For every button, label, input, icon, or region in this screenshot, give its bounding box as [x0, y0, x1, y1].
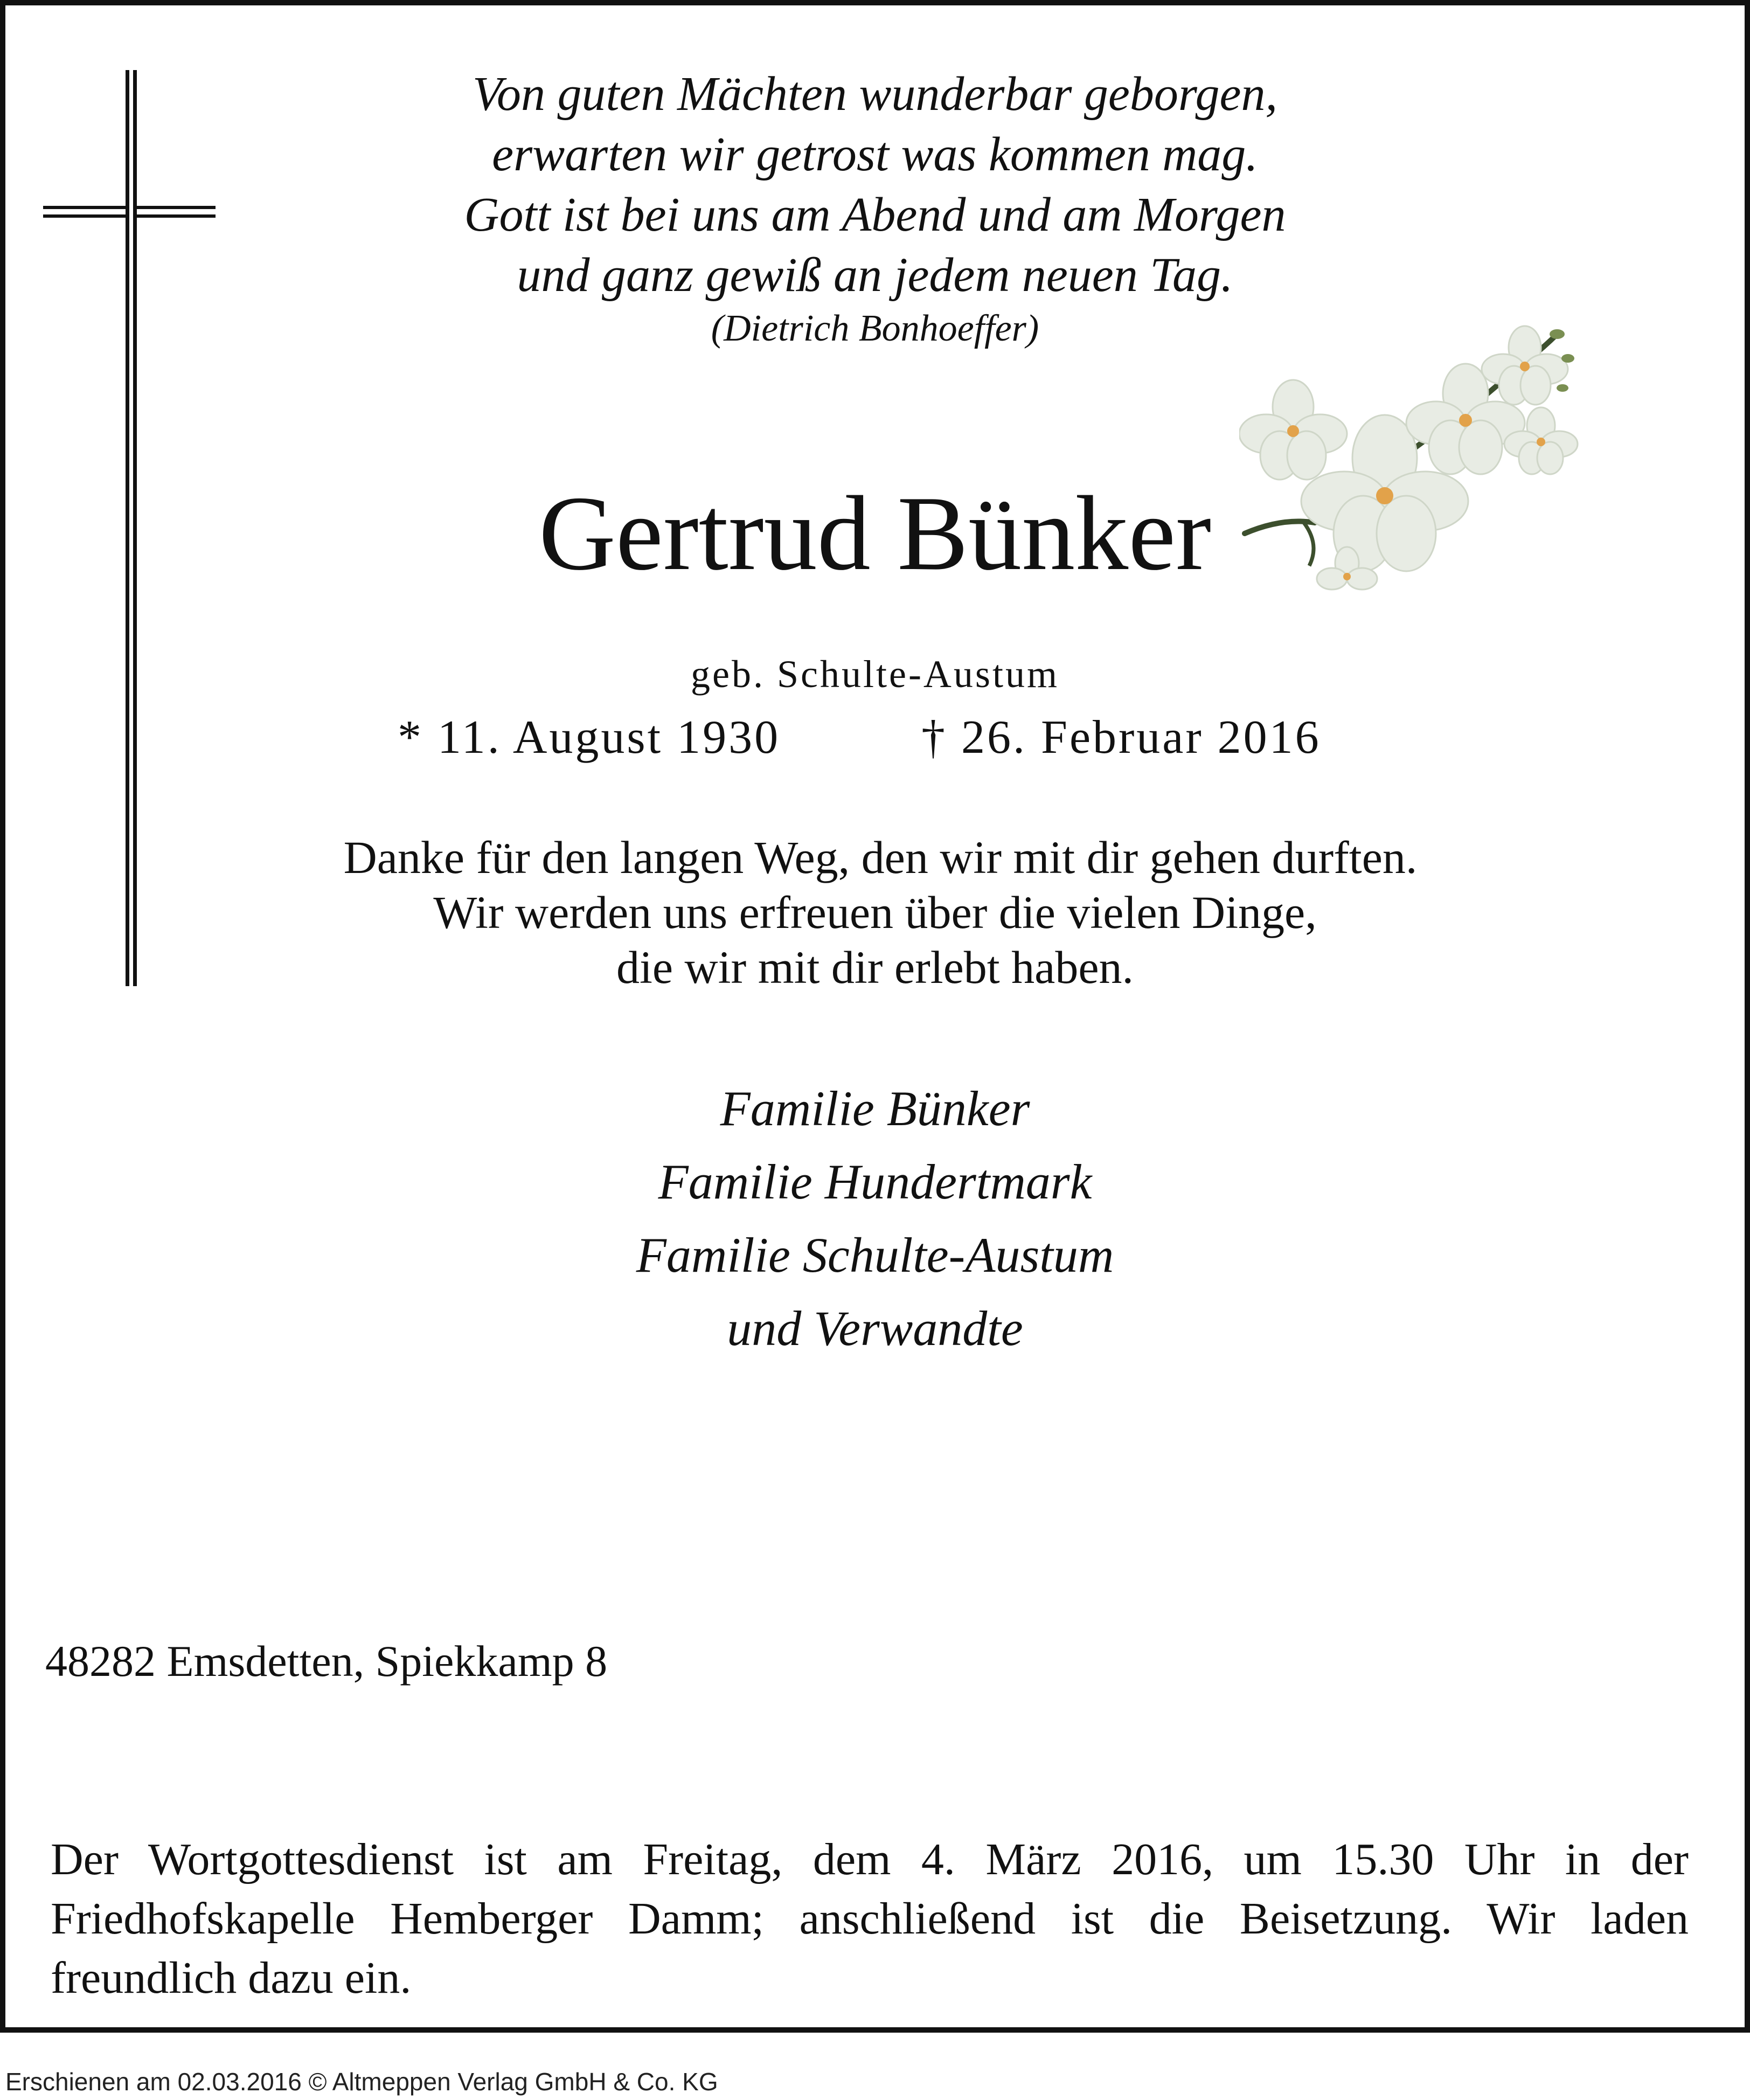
mourner-line: Familie Schulte-Austum — [636, 1228, 1114, 1283]
address: 48282 Emsdetten, Spiekkamp 8 — [45, 1637, 608, 1686]
poem-author: (Dietrich Bonhoeffer) — [711, 308, 1039, 349]
birth-name: geb. Schulte-Austum — [691, 653, 1059, 696]
poem-line: Gott ist bei uns am Abend und am Morgen — [464, 188, 1286, 241]
thanks-line: Danke für den langen Weg, den wir mit dir gehen durften. — [343, 831, 1418, 883]
publication-footer: Erschienen am 02.03.2016 © Altmeppen Verlag GmbH & Co. KG — [5, 2068, 718, 2096]
poem-line: und ganz gewiß an jedem neuen Tag. — [517, 248, 1233, 302]
mourner-line: und Verwandte — [727, 1301, 1023, 1356]
service-info: Der Wortgottesdienst ist am Freitag, dem 4. März 2016, um 15.30 Uhr in der Friedhofskapelle Hemberger Damm; anschließend ist die Beisetzung. Wir laden freundlich dazu ein. — [51, 1834, 1689, 2003]
mourner-line: Familie Bünker — [720, 1081, 1030, 1136]
poem-line: Von guten Mächten wunderbar geborgen, — [473, 67, 1277, 121]
deceased-name: Gertrud Bünker — [538, 474, 1212, 592]
thanks-line: Wir werden uns erfreuen über die vielen Dinge, — [433, 886, 1317, 938]
death-date: † 26. Februar 2016 — [921, 711, 1321, 764]
thanks-line: die wir mit dir erlebt haben. — [616, 941, 1134, 993]
poem-line: erwarten wir getrost was kommen mag. — [492, 128, 1258, 181]
mourner-line: Familie Hundertmark — [658, 1154, 1092, 1209]
birth-date: * 11. August 1930 — [398, 711, 781, 764]
